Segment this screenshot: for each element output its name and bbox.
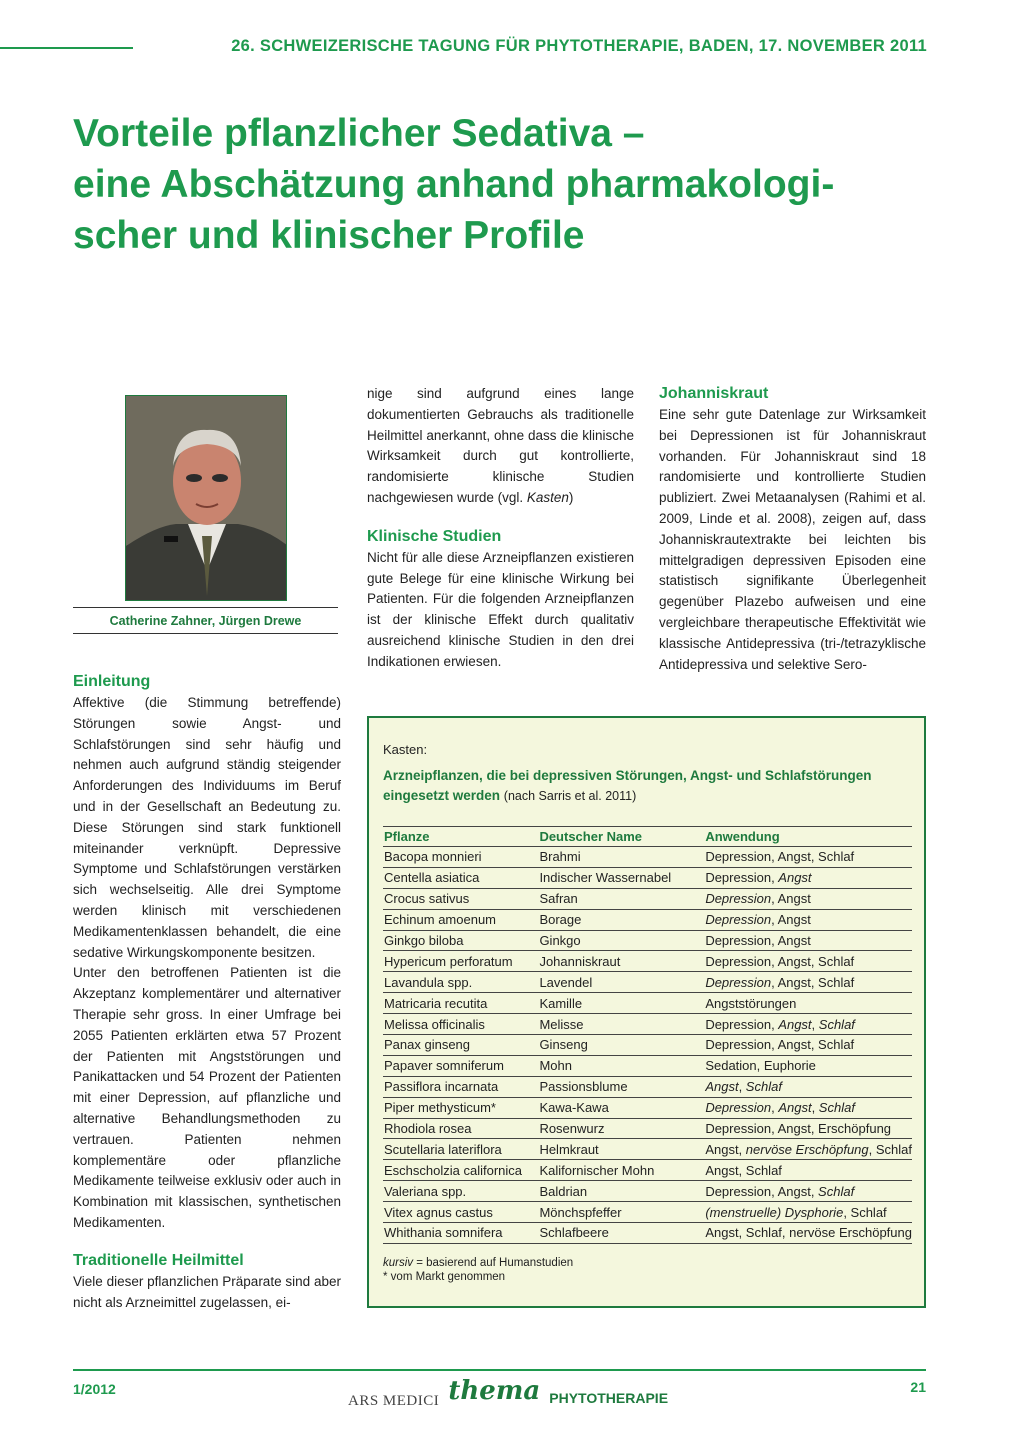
column-header-deutscher-name: Deutscher Name [538, 827, 704, 847]
cell-use [704, 867, 912, 888]
cell-plant: Piper methysticum* [383, 1097, 538, 1118]
footnote-kursiv: kursiv = basierend auf Humanstudien [383, 1257, 574, 1269]
use-segment: Angst [778, 1016, 812, 1032]
footer-rule [73, 1369, 926, 1371]
use-segment: , Schlaf [843, 1204, 887, 1220]
use-segment: Schlaf [818, 1016, 855, 1032]
column-header-pflanze: Pflanze [383, 827, 538, 847]
photo-caption: Catherine Zahner, Jürgen Drewe [109, 614, 302, 628]
cell-plant: Valeriana spp. [383, 1181, 538, 1202]
table-row [383, 888, 912, 909]
table-row [383, 951, 912, 972]
cell-plant: Echinum amoenum [383, 909, 538, 930]
table-row [383, 993, 912, 1014]
footnote-star: * vom Markt genommen [383, 1271, 506, 1283]
plant-table [383, 826, 912, 1244]
cell-german-name: Kalifornischer Mohn [538, 1160, 704, 1181]
cell-german-name: Schlafbeere [538, 1223, 704, 1244]
logo-section: PHYTOTHERAPIE [549, 1390, 669, 1406]
cell-german-name: Brahmi [538, 847, 704, 868]
cell-use [704, 1118, 912, 1139]
kasten-title: Arzneipflanzen, die bei depressiven Störungen, Angst- und Schlafstörungen eingesetzt werden (nach Sarris et al. 2011) [383, 768, 872, 803]
title-line-1: Vorteile pflanzlicher Sedativa – [73, 112, 645, 155]
cell-use [704, 1076, 912, 1097]
cell-german-name: Ginkgo [538, 930, 704, 951]
cell-use [704, 1097, 912, 1118]
cell-german-name: Kawa-Kawa [538, 1097, 704, 1118]
cell-use [704, 951, 912, 972]
cell-german-name: Safran [538, 888, 704, 909]
use-segment: Angst [778, 870, 812, 886]
use-segment: Depression, Angst, [705, 1183, 819, 1199]
cell-german-name: Indischer Wassernabel [538, 867, 704, 888]
use-segment: Depression [705, 912, 772, 928]
kasten-reference: Kasten [526, 489, 569, 505]
kasten-box [367, 716, 926, 1308]
column-1 [73, 671, 341, 1313]
table-header-row [383, 827, 912, 847]
use-segment: , Schlaf [868, 1141, 912, 1157]
cell-use [704, 1139, 912, 1160]
use-segment: Schlaf [818, 1183, 855, 1199]
cell-german-name: Passionsblume [538, 1076, 704, 1097]
cell-plant: Panax ginseng [383, 1035, 538, 1056]
title-line-2: eine Abschätzung anhand pharmakologi- [73, 163, 835, 206]
cell-plant: Hypericum perforatum [383, 951, 538, 972]
cell-plant: Vitex agnus castus [383, 1202, 538, 1223]
use-segment: Depression, Angst, Schlaf [705, 953, 855, 969]
cell-plant: Bacopa monnieri [383, 847, 538, 868]
cell-german-name: Melisse [538, 1014, 704, 1035]
use-segment: Depression, Angst, Schlaf [705, 849, 855, 865]
use-segment: Angst, [705, 1141, 746, 1157]
journal-logo [348, 1376, 668, 1410]
cell-plant: Centella asiatica [383, 867, 538, 888]
cell-plant: Whithania somnifera [383, 1223, 538, 1244]
cell-use [704, 847, 912, 868]
use-segment: Angst [778, 1100, 812, 1116]
cell-plant: Scutellaria lateriflora [383, 1139, 538, 1160]
cell-use [704, 972, 912, 993]
use-segment: Schlaf [745, 1079, 782, 1095]
studien-paragraph: Nicht für alle diese Arzneipflanzen existieren gute Belege für eine klinische Wirkung bei Patienten. Für die folgenden Arzneipflanzen ist der klinische Effekt durch qualitativ ausreichend klinische Studien in den drei Indikationen erwiesen. [367, 549, 634, 669]
table-row [383, 1014, 912, 1035]
use-segment: , [811, 1016, 819, 1032]
cell-use [704, 993, 912, 1014]
table-row [383, 1097, 912, 1118]
use-segment: Depression, [705, 870, 779, 886]
table-row [383, 1076, 912, 1097]
use-segment: , Angst [771, 912, 811, 928]
use-segment: , [738, 1079, 746, 1095]
heilmittel-heading: Traditionelle Heilmittel [73, 1251, 244, 1269]
cell-german-name: Mönchspfeffer [538, 1202, 704, 1223]
kasten-source: (nach Sarris et al. 2011) [503, 789, 637, 803]
cell-german-name: Johanniskraut [538, 951, 704, 972]
caption-rule-top [73, 607, 338, 608]
table-body [383, 847, 912, 1244]
cell-german-name: Kamille [538, 993, 704, 1014]
cell-use [704, 1202, 912, 1223]
heilmittel-paragraph: Viele dieser pflanzlichen Präparate sind aber nicht als Arzneimittel zugelassen, ei- [73, 1273, 341, 1310]
cell-plant: Passiflora incarnata [383, 1076, 538, 1097]
use-segment: Angst, Schlaf, nervöse Erschöpfung [705, 1225, 912, 1241]
johanniskraut-paragraph: Eine sehr gute Datenlage zur Wirksamkeit bei Depressionen ist für Johanniskraut vorhanden. Für Johanniskraut sind 18 randomisierte und kontrollierte Studien publiziert. Zwei Metaanalysen (Rahimi et al. 2009, Linde et al. 2008), zeigen auf, dass Johanniskrautextrakte bei leichten bis mittelgradigen depressiven Episoden eine statistisch signifikante Überlegenheit gegenüber Plazebo aufweisen und eine vergleichbare therapeutische Effektivität wie klassische Antidepressiva (tri-/tetrazyklische Antidepressiva und selektive Sero- [659, 407, 926, 672]
cell-use [704, 930, 912, 951]
cell-german-name: Mohn [538, 1055, 704, 1076]
cell-use [704, 1160, 912, 1181]
author-photo [125, 395, 287, 601]
use-segment: Depression, Angst [705, 933, 811, 948]
table-row [383, 1139, 912, 1160]
cell-use [704, 1223, 912, 1244]
use-segment: , Angst [771, 891, 811, 907]
johanniskraut-heading: Johanniskraut [659, 385, 769, 402]
table-row [383, 1118, 912, 1139]
kasten-footnote [383, 1256, 573, 1284]
cell-plant: Ginkgo biloba [383, 930, 538, 951]
use-segment: Depression, Angst, Schlaf [705, 1037, 855, 1053]
title-line-3: scher und klinischer Profile [73, 214, 585, 257]
use-segment: Sedation, Euphorie [705, 1058, 816, 1074]
column-2 [367, 384, 634, 673]
table-row [383, 909, 912, 930]
use-segment: Schlaf [818, 1100, 855, 1116]
issue-number: 1/2012 [73, 1381, 116, 1397]
use-segment: Angst [705, 1079, 739, 1095]
studien-heading: Klinische Studien [367, 527, 502, 545]
logo-thema: thema [448, 1376, 541, 1406]
use-segment: Angst, Schlaf [705, 1162, 782, 1178]
use-segment: , Angst, Schlaf [771, 974, 855, 990]
table-row [383, 1160, 912, 1181]
cell-german-name: Rosenwurz [538, 1118, 704, 1139]
cell-use [704, 1181, 912, 1202]
cell-plant: Crocus sativus [383, 888, 538, 909]
cell-plant: Melissa officinalis [383, 1014, 538, 1035]
cell-german-name: Baldrian [538, 1181, 704, 1202]
logo-ars-medici: ARS MEDICI [348, 1393, 440, 1409]
cell-german-name: Ginseng [538, 1035, 704, 1056]
column-header-anwendung: Anwendung [704, 827, 912, 847]
use-segment: (menstruelle) Dysphorie [705, 1204, 844, 1220]
cell-german-name: Lavendel [538, 972, 704, 993]
use-segment: , [811, 1100, 819, 1116]
einleitung-paragraph-2: Unter den betroffenen Patienten ist die Akzeptanz komplementärer und alternativer Therapie sehr gross. In einer Umfrage bei 2055 Patienten erklärten etwa 57 Prozent der Patienten mit Angststörungen und Panikattacken und 54 Prozent der Patienten mit einer Depression, auf pflanzliche und alternative Behandlungsmethoden zu vertrauen. Patienten nehmen komplementäre oder pflanzliche Medikamente teilweise exklusiv oder auch in Kombination mit klassischen, synthetischen Medikamenten. [73, 965, 341, 1230]
table-row [383, 867, 912, 888]
page-number: 21 [910, 1379, 926, 1395]
caption-rule-bottom [73, 633, 338, 634]
use-segment: Depression [705, 1100, 772, 1116]
column-3 [659, 383, 926, 675]
use-segment: Depression, Angst, Erschöpfung [705, 1121, 892, 1137]
running-header: 26. SCHWEIZERISCHE TAGUNG FÜR PHYTOTHERAPIE, BADEN, 17. NOVEMBER 2011 [231, 37, 927, 55]
use-segment: Depression [705, 891, 772, 907]
table-row [383, 1223, 912, 1244]
cell-plant: Eschscholzia californica [383, 1160, 538, 1181]
table-row [383, 972, 912, 993]
heilmittel-continuation: nige sind aufgrund eines lange dokumentierten Gebrauchs als traditionelle Heilmittel anerkannt, ohne dass die klinische Wirksamkeit durch gut kontrollierte, randomisierte klinische Studien nachgewiesen wurde (vgl. Kasten) [367, 386, 634, 505]
header-rule [0, 47, 133, 49]
cell-use [704, 888, 912, 909]
use-segment: nervöse Erschöpfung [745, 1141, 869, 1157]
cell-plant: Papaver somniferum [383, 1055, 538, 1076]
cell-plant: Lavandula spp. [383, 972, 538, 993]
cell-use [704, 1014, 912, 1035]
cell-german-name: Helmkraut [538, 1139, 704, 1160]
use-segment: Depression [705, 974, 772, 990]
use-segment: Angststörungen [705, 995, 797, 1011]
cell-plant: Rhodiola rosea [383, 1118, 538, 1139]
table-row [383, 930, 912, 951]
table-row [383, 1181, 912, 1202]
einleitung-paragraph-1: Affektive (die Stimmung betreffende) Störungen sowie Angst- und Schlafstörungen sind sehr häufig und nehmen auch aufgrund ständig steigender Anforderungen des Individuums im Beruf und in der Gesellschaft an Bedeutung zu. Diese Störungen sind stark funktionell miteinander verknüpft. Depressive Symptome und Schlafstörungen verstärken sich wechselseitig. Alle drei Symptome werden klinisch mit verschiedenen Medikamentenklassen behandelt, die eine sedative Wirkungskomponente besitzen. [73, 695, 341, 960]
use-segment: , [771, 1100, 779, 1116]
table-row [383, 847, 912, 868]
table-row [383, 1035, 912, 1056]
kasten-label: Kasten: [383, 742, 428, 757]
cell-use [704, 1055, 912, 1076]
article-title [73, 108, 943, 261]
cell-plant: Matricaria recutita [383, 993, 538, 1014]
cell-use [704, 909, 912, 930]
table-row [383, 1202, 912, 1223]
einleitung-heading: Einleitung [73, 673, 151, 690]
table-row [383, 1055, 912, 1076]
cell-german-name: Borage [538, 909, 704, 930]
use-segment: Depression, [705, 1016, 779, 1032]
cell-use [704, 1035, 912, 1056]
